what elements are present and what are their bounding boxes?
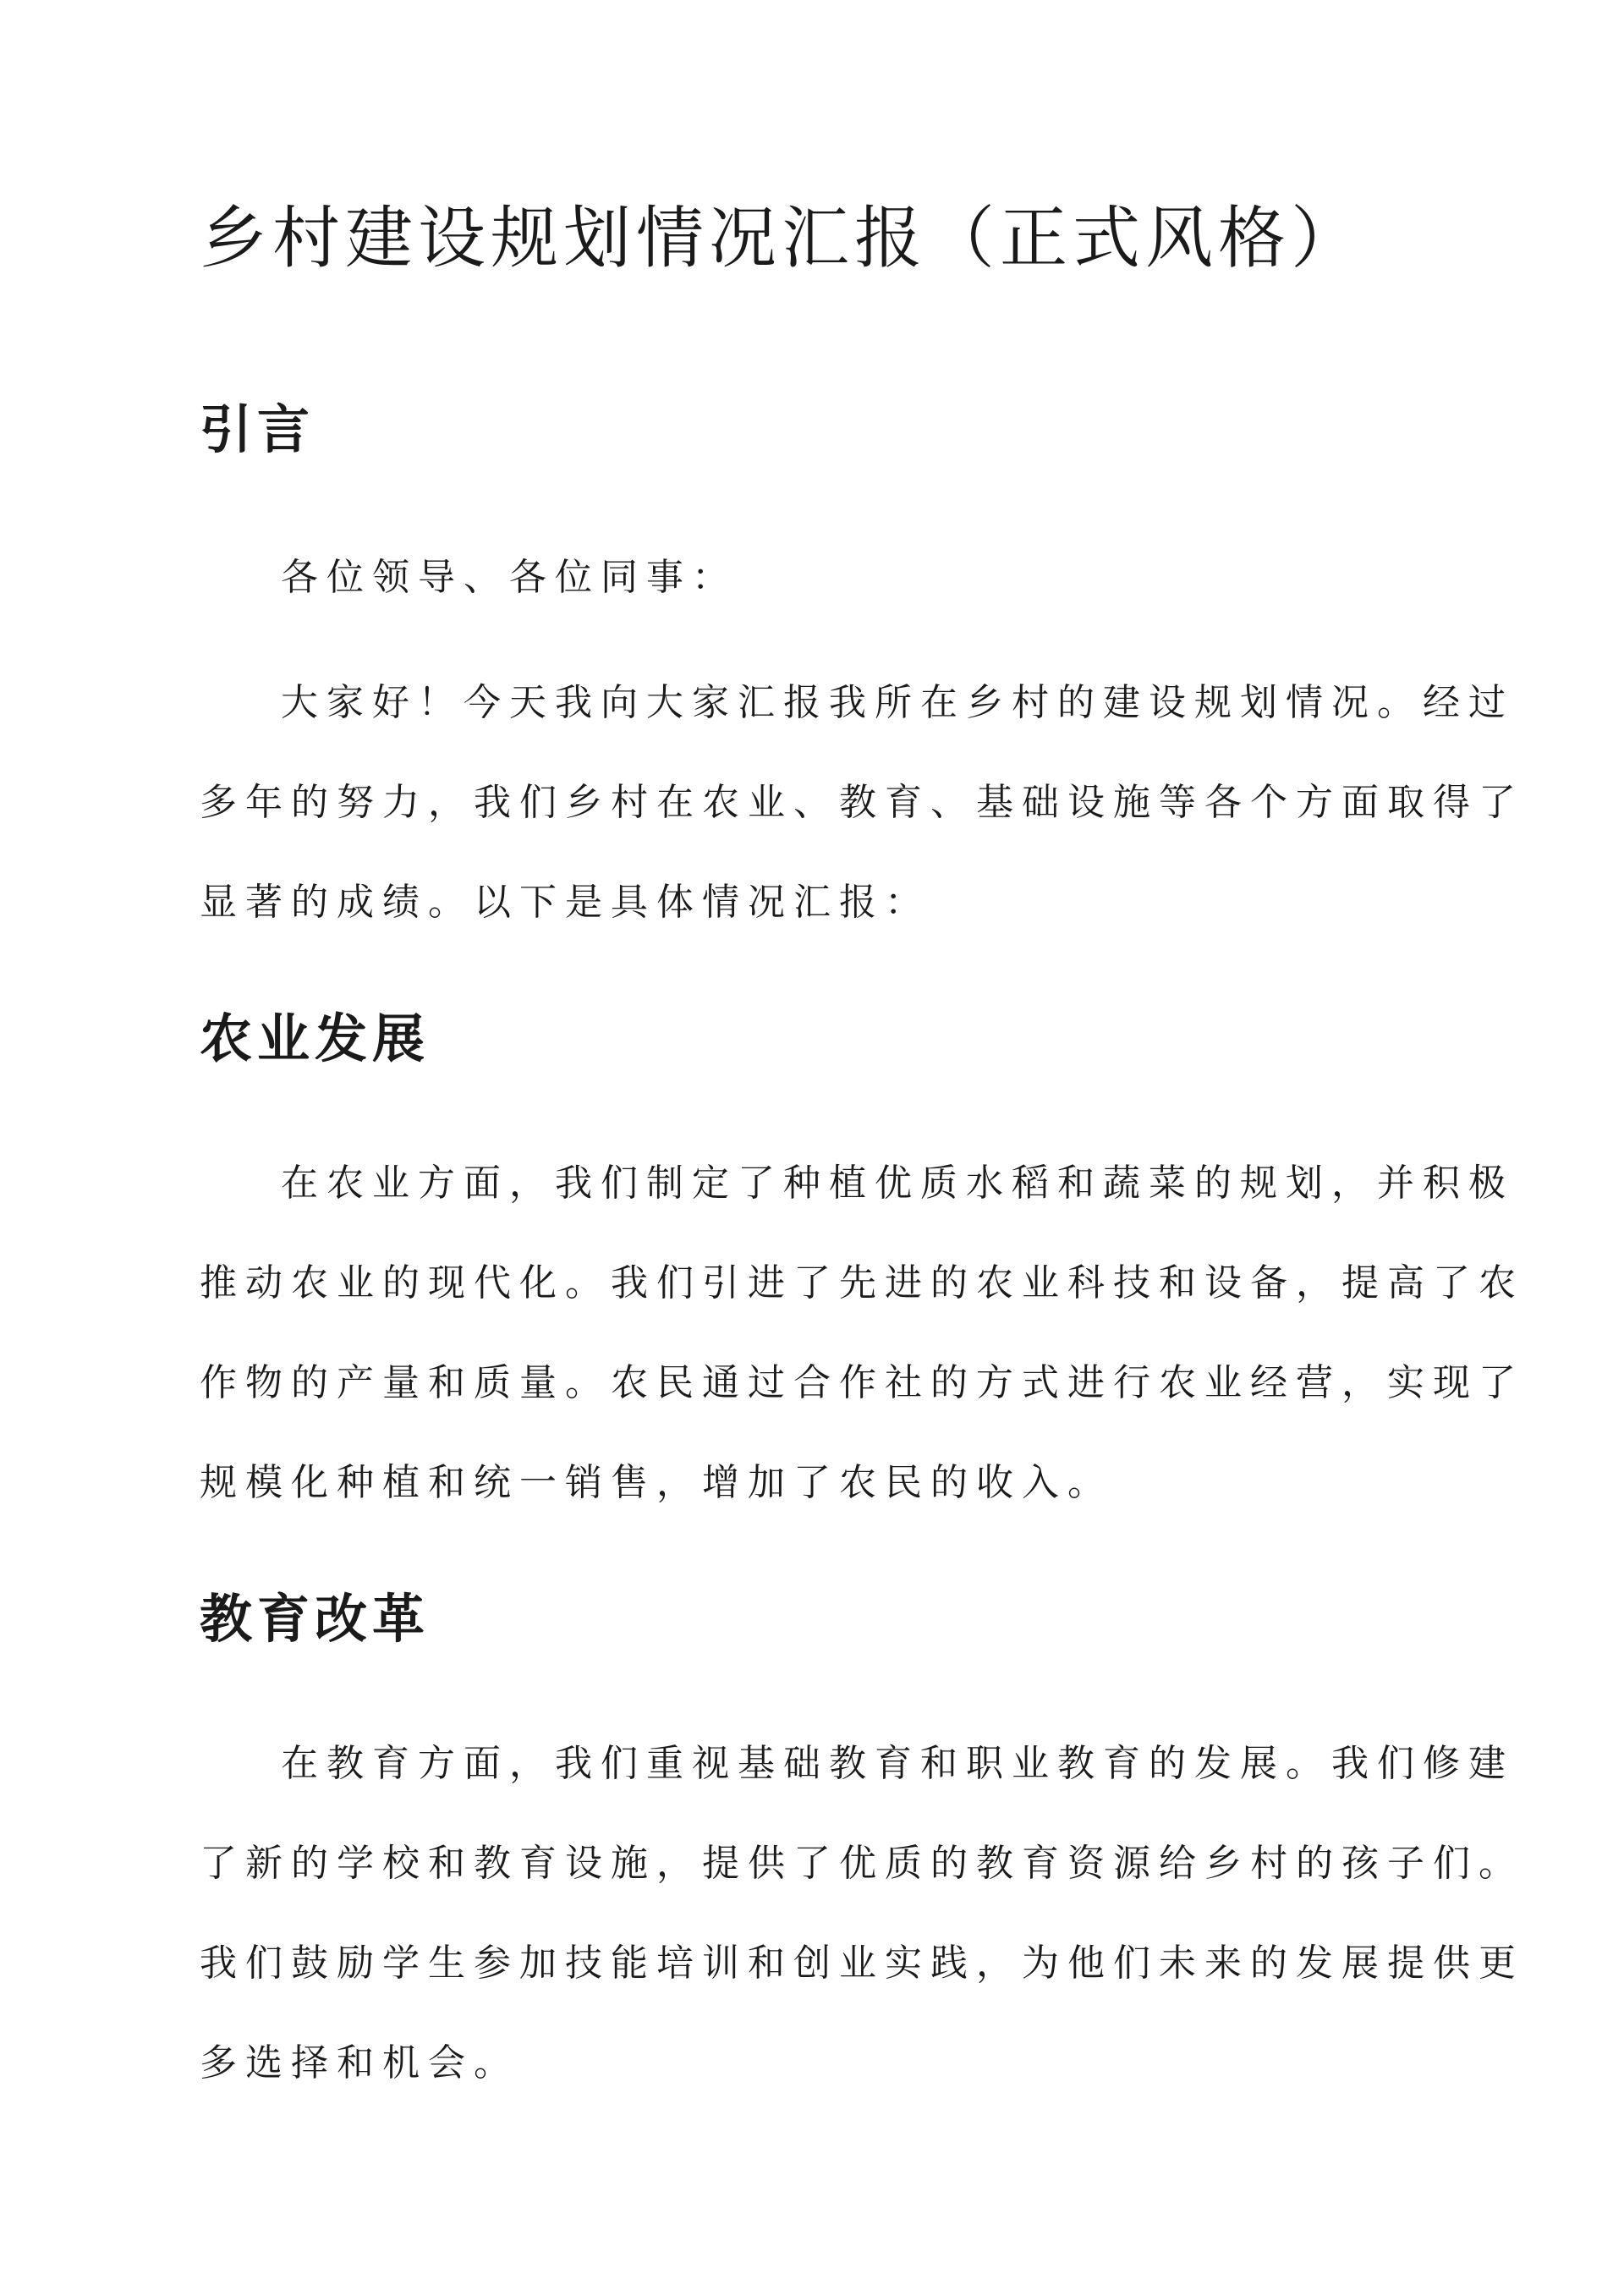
paragraph-line: 各位领导、各位同事： — [281, 556, 738, 599]
section-heading-introduction: 引言 — [200, 398, 315, 460]
paragraph-line: 在农业方面，我们制定了种植优质水稻和蔬菜的规划，并积极 — [281, 1162, 1514, 1205]
paragraph-line: 了新的学校和教育设施，提供了优质的教育资源给乡村的孩子们。 — [200, 1842, 1524, 1885]
paragraph-line: 多年的努力，我们乡村在农业、教育、基础设施等各个方面取得了 — [200, 781, 1524, 824]
paragraph-line: 推动农业的现代化。我们引进了先进的农业科技和设备，提高了农 — [200, 1261, 1524, 1305]
section-heading-agriculture: 农业发展 — [200, 1008, 431, 1069]
document-title: 乡村建设规划情况汇报（正式风格） — [200, 199, 1363, 277]
section-heading-education: 教育改革 — [200, 1588, 431, 1650]
paragraph-greeting — [200, 653, 1524, 953]
paragraph-salutation — [200, 528, 1435, 628]
paragraph-line: 大家好！今天我向大家汇报我所在乡村的建设规划情况。经过 — [281, 681, 1514, 724]
paragraph-line: 在教育方面，我们重视基础教育和职业教育的发展。我们修建 — [281, 1742, 1514, 1785]
paragraph-line: 作物的产量和质量。农民通过合作社的方式进行农业经营，实现了 — [200, 1361, 1524, 1404]
paragraph-agriculture — [200, 1134, 1524, 1533]
paragraph-line: 多选择和机会。 — [200, 2041, 519, 2085]
paragraph-line: 显著的成绩。以下是具体情况汇报： — [200, 881, 930, 924]
paragraph-line: 规模化种植和统一销售，增加了农民的收入。 — [200, 1461, 1113, 1504]
paragraph-line: 我们鼓励学生参加技能培训和创业实践，为他们未来的发展提供更 — [200, 1942, 1524, 1985]
paragraph-education — [200, 1714, 1524, 2113]
